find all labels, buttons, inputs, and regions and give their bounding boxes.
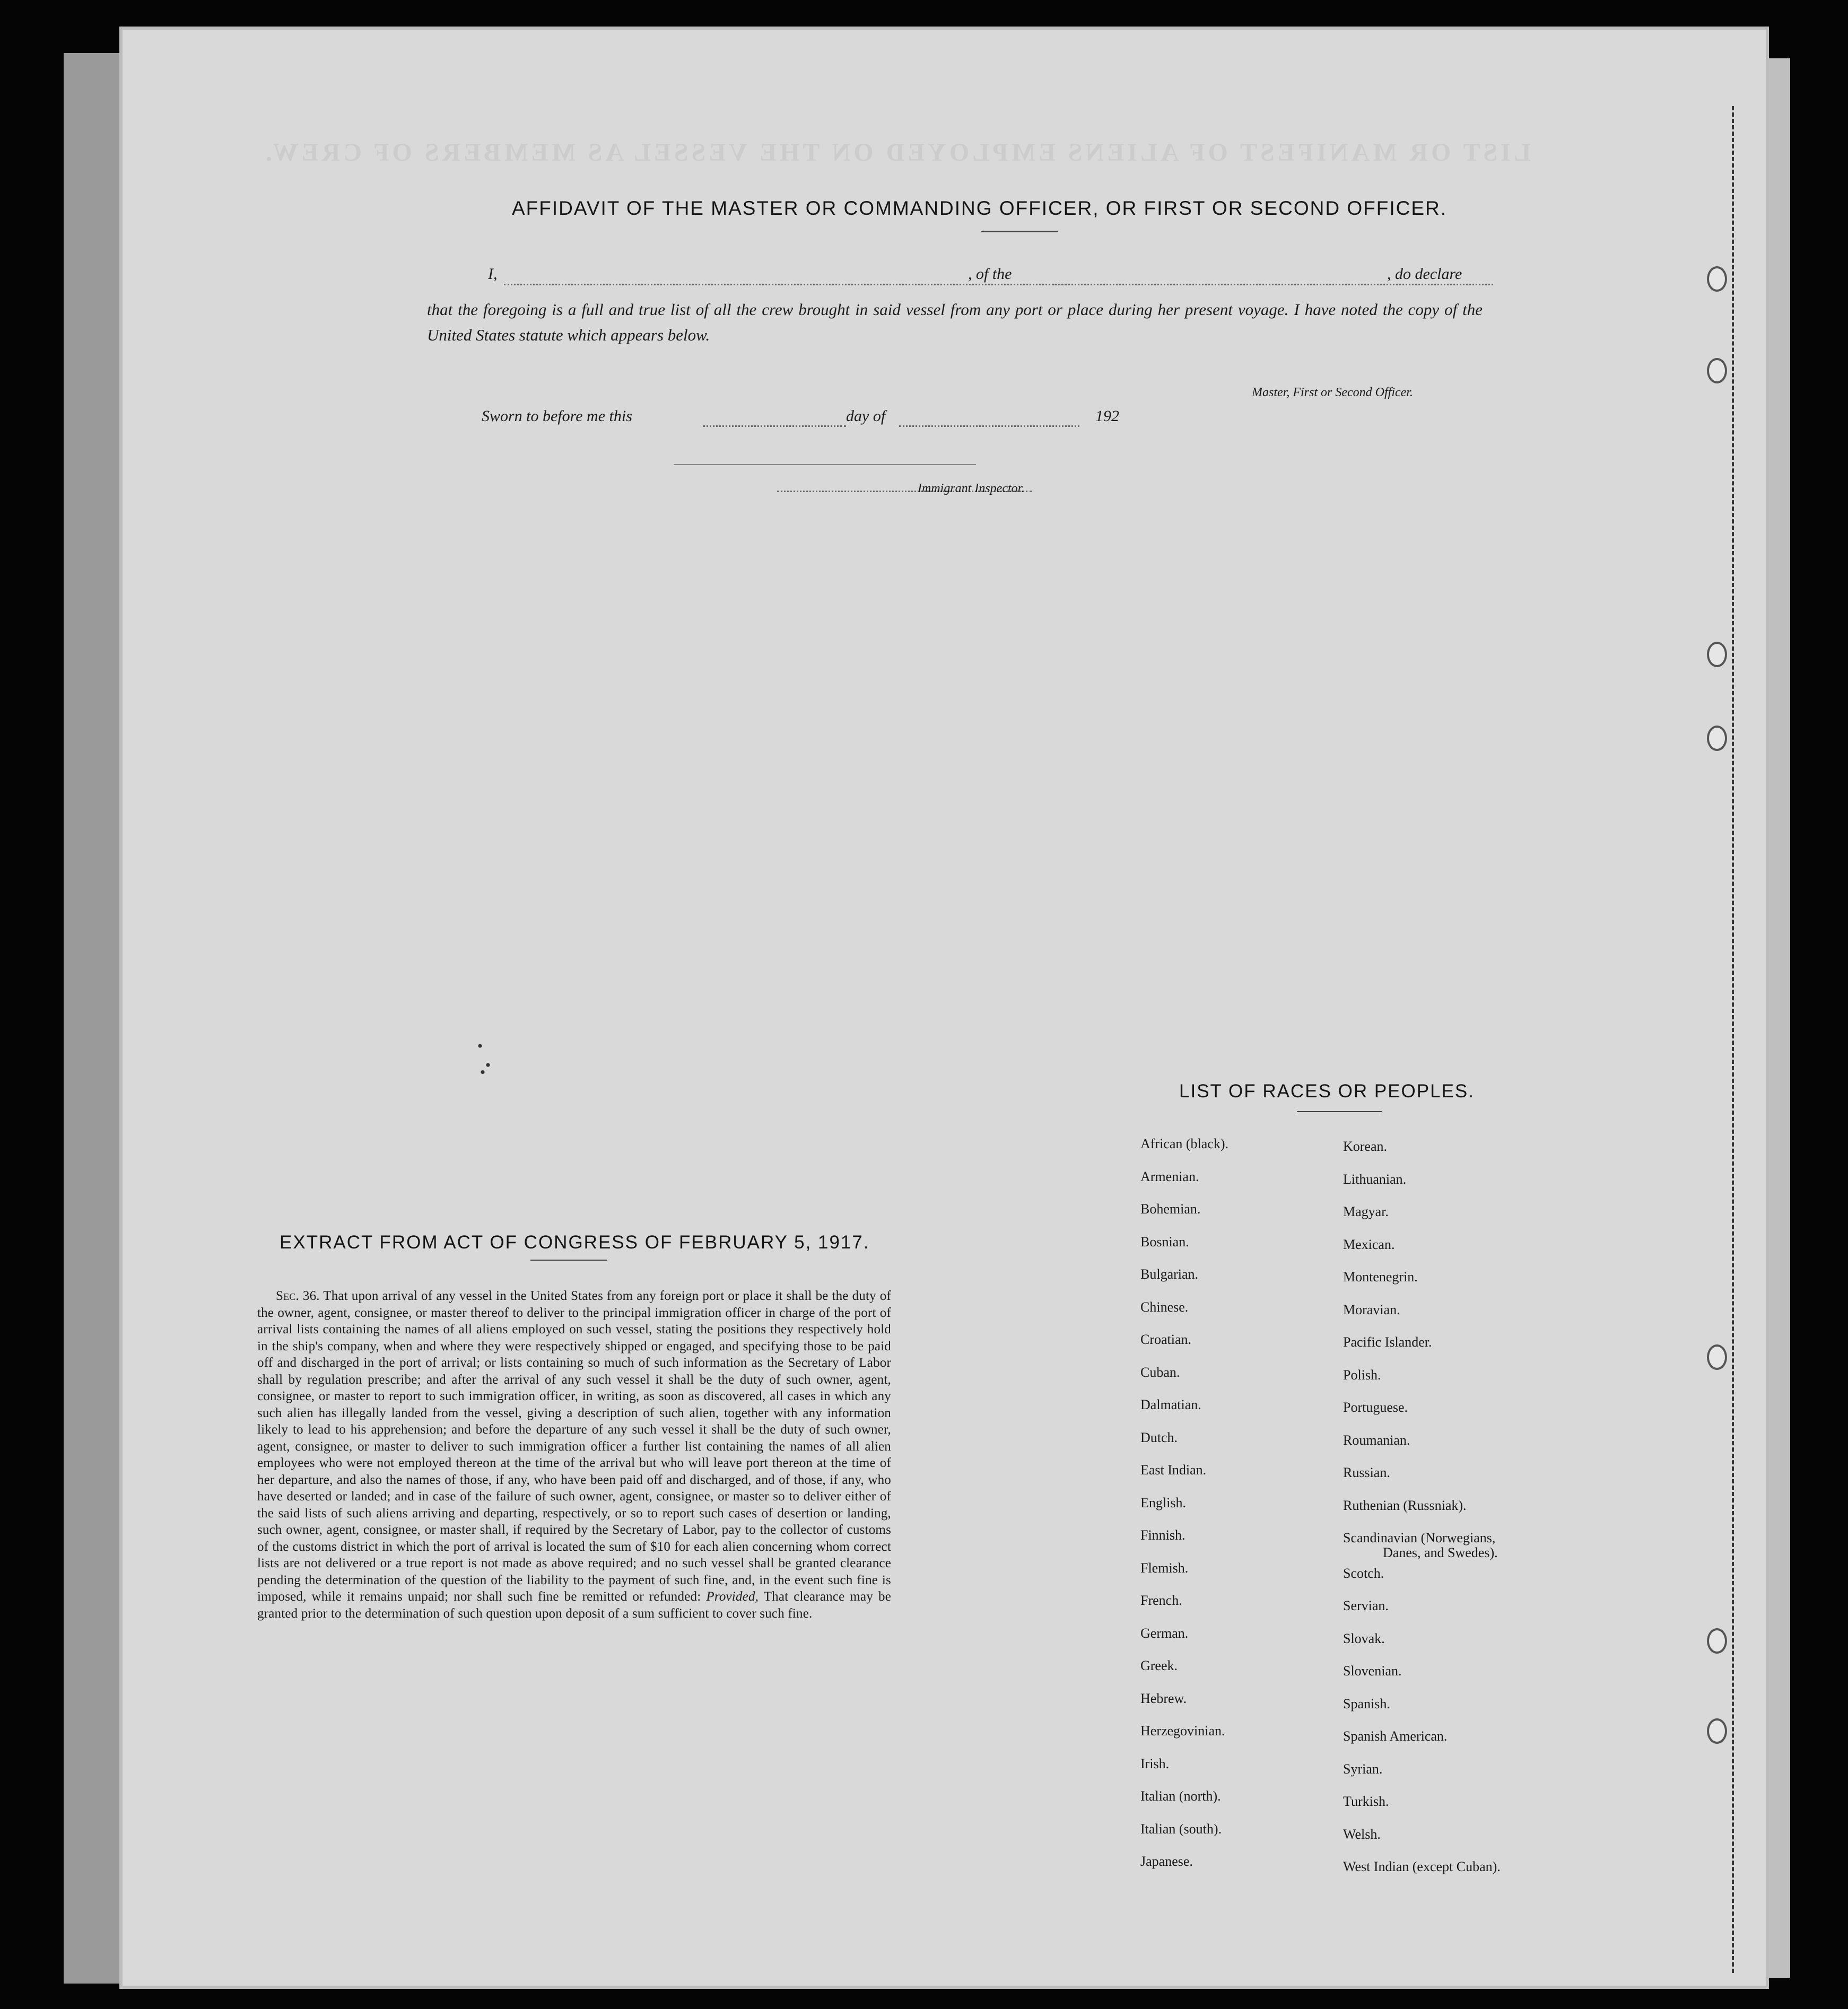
race-entry: Scandinavian (Norwegians, xyxy=(1343,1530,1496,1545)
sworn-day-field[interactable] xyxy=(703,425,846,427)
race-entry: Finnish. xyxy=(1140,1527,1185,1543)
race-entry: Croatian. xyxy=(1140,1332,1192,1347)
race-entry: Herzegovinian. xyxy=(1140,1723,1225,1739)
inspector-label: Immigrant Inspector. xyxy=(918,482,1025,495)
race-entry: Hebrew. xyxy=(1140,1690,1187,1706)
page-stack-edge xyxy=(1769,58,1790,1978)
affidavit-of-the-label: , of the xyxy=(968,265,1012,283)
perforation-line xyxy=(1732,106,1734,1973)
race-entry: Scotch. xyxy=(1343,1565,1384,1581)
sworn-year: 192 xyxy=(1095,407,1119,425)
binder-hole xyxy=(1707,266,1727,292)
race-entry: Magyar. xyxy=(1343,1204,1389,1219)
race-entry: Armenian. xyxy=(1140,1168,1199,1184)
race-entry: Spanish American. xyxy=(1343,1728,1448,1744)
races-title: LIST OF RACES OR PEOPLES. xyxy=(1179,1081,1475,1102)
race-entry: Welsh. xyxy=(1343,1826,1381,1842)
affidavit-name-field[interactable] xyxy=(504,284,1066,285)
race-entry: Japanese. xyxy=(1140,1854,1193,1869)
race-entry: Danes, and Swedes). xyxy=(1383,1545,1498,1560)
races-title-rule xyxy=(1297,1111,1382,1112)
race-entry: Turkish. xyxy=(1343,1794,1389,1809)
race-entry: Roumanian. xyxy=(1343,1432,1410,1448)
race-entry: Pacific Islander. xyxy=(1343,1334,1432,1350)
race-entry: East Indian. xyxy=(1140,1462,1207,1478)
race-entry: Spanish. xyxy=(1343,1696,1390,1711)
race-entry: Slovak. xyxy=(1343,1630,1385,1646)
extract-section-label: Sec. 36. xyxy=(276,1289,320,1303)
race-entry: Dalmatian. xyxy=(1140,1397,1201,1412)
extract-body-text: That upon arrival of any vessel in the United States from any foreign port or place it shall be the duty of the owner, agent, consignee, or master thereof to deliver to the principal immigration officer in charge of the port of arrival lists containing the names of all aliens employed on such vessel, stating the positions they respectively hold in the ship's company, when and where they were respectively shipped or engaged, and specifying those to be paid off and discharged in the port of arrival; or lists containing so much of such information as the Secretary of Labor shall by regulation prescribe; and after the arrival of any such vessel it shall be the duty of such owner, agent, consignee, or master to report to such immigration officer, in writing, as soon as discovered, all cases in which any such alien has illegally landed from the vessel, giving a description of such alien, together with any information likely to lead to his apprehension; and before the departure of any such vessel it shall be the duty of such owner, agent, consignee, or master to deliver to such immigration officer a further list containing the names of all alien employees who were not employed thereon at the time of the arrival but who will leave port thereon at the time of her departure, and also the names of those, if any, who have been paid off and discharged, and of those, if any, who have deserted or landed; and in case of the failure of such owner, agent, consignee, or master so to deliver either of the said lists of such aliens arriving and departing, respectively, or so to report such cases of desertion or landing, such owner, agent, consignee, or master shall, if required by the Secretary of Labor, pay to the collector of customs of the customs district in which the port of arrival is located the sum of $10 for each alien concerning whom correct lists are not delivered or a true report is not made as above required; and no such vessel shall be granted clearance pending the determination of the question of the liability to the payment of such fine, and, in the event such fine is imposed, while it remains unpaid; nor shall such fine be remitted or refunded: xyxy=(257,1289,891,1604)
binder-hole xyxy=(1707,358,1727,383)
ink-speck xyxy=(472,1032,499,1079)
race-entry: Montenegrin. xyxy=(1343,1269,1418,1285)
extract-provided-word: Provided, xyxy=(706,1589,759,1604)
race-entry: Bulgarian. xyxy=(1140,1266,1199,1282)
extract-body xyxy=(257,1288,891,1622)
race-entry: Dutch. xyxy=(1140,1429,1178,1445)
race-entry: Syrian. xyxy=(1343,1761,1383,1777)
binder-hole xyxy=(1707,1344,1727,1370)
extract-title-rule xyxy=(530,1260,607,1261)
race-entry: Bosnian. xyxy=(1140,1234,1189,1250)
binder-hole xyxy=(1707,642,1727,667)
sworn-prefix: Sworn to before me this xyxy=(482,407,632,425)
adjacent-page-edge xyxy=(64,53,119,1984)
race-entry: Cuban. xyxy=(1140,1364,1180,1380)
race-entry: Italian (north). xyxy=(1140,1788,1221,1804)
race-entry: Portuguese. xyxy=(1343,1400,1408,1415)
race-entry: African (black). xyxy=(1140,1136,1229,1151)
race-entry: Ruthenian (Russniak). xyxy=(1343,1497,1467,1513)
race-entry: Slovenian. xyxy=(1343,1663,1402,1679)
race-entry: Polish. xyxy=(1343,1367,1381,1383)
race-entry: Russian. xyxy=(1343,1465,1390,1480)
race-entry: Irish. xyxy=(1140,1755,1170,1771)
race-entry: Lithuanian. xyxy=(1343,1171,1407,1187)
affidavit-title: AFFIDAVIT OF THE MASTER OR COMMANDING OFFICER, OR FIRST OR SECOND OFFICER. xyxy=(512,197,1448,219)
race-entry: Chinese. xyxy=(1140,1299,1189,1315)
race-entry: Italian (south). xyxy=(1140,1821,1222,1837)
affidavit-declare-label: , do declare xyxy=(1387,265,1462,283)
race-entry: West Indian (except Cuban). xyxy=(1343,1859,1501,1874)
race-entry: English. xyxy=(1140,1495,1186,1510)
affidavit-statement: that the foregoing is a full and true list of all the crew brought in said vessel from any port or place during her present voyage. I have noted the copy of the United States statute which appears below. xyxy=(427,300,1483,344)
race-entry: Greek. xyxy=(1140,1658,1178,1673)
race-entry: Moravian. xyxy=(1343,1302,1400,1317)
race-entry: Flemish. xyxy=(1140,1560,1189,1576)
extract-title: EXTRACT FROM ACT OF CONGRESS OF FEBRUARY 5, 1917. xyxy=(280,1232,870,1253)
race-entry: Korean. xyxy=(1343,1139,1388,1154)
race-entry: Servian. xyxy=(1343,1598,1389,1613)
race-entry: Bohemian. xyxy=(1140,1201,1201,1217)
sworn-month-field[interactable] xyxy=(899,425,1079,427)
binder-hole xyxy=(1707,726,1727,751)
affidavit-i-label: I, xyxy=(488,265,498,283)
binder-hole xyxy=(1707,1628,1727,1654)
affidavit-vessel-field[interactable] xyxy=(1053,284,1493,285)
bleedthrough-heading: LIST OR MANIFEST OF ALIENS EMPLOYED ON THE VESSEL AS MEMBERS OF CREW. xyxy=(263,138,1531,167)
manifest-page xyxy=(119,27,1769,1989)
race-entry: German. xyxy=(1140,1625,1189,1641)
race-entry: French. xyxy=(1140,1593,1182,1608)
binder-hole xyxy=(1707,1718,1727,1744)
sworn-day-of: day of xyxy=(846,407,886,425)
extract-body-text-end: That clearance may be granted prior to the determination of such question upon deposit of a sum sufficient to cover such fine. xyxy=(257,1589,892,1621)
race-entry: Mexican. xyxy=(1343,1236,1395,1252)
affidavit-title-rule xyxy=(981,231,1058,232)
inspector-signature-line xyxy=(674,464,976,465)
signature-label: Master, First or Second Officer. xyxy=(1252,386,1413,399)
